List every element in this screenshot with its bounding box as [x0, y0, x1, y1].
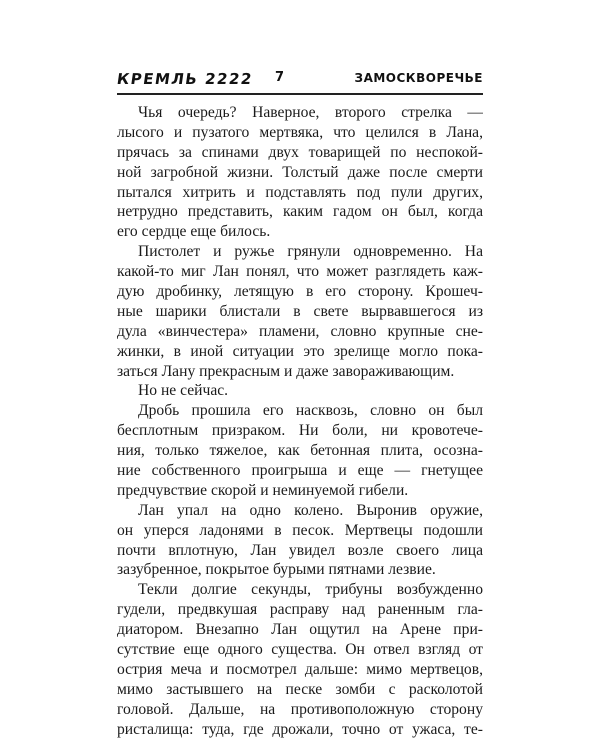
text-line: Текли долгие секунды, трибуны возбужденно: [138, 581, 483, 599]
text-line: Пистолет и ружье грянули одновременно. На: [138, 243, 483, 261]
text-line: дула «винчестера» пламени, словно крупные сне-: [117, 322, 483, 340]
text-line: зазубренное, покрытое бурыми пятнами лезвие.: [117, 561, 436, 579]
text-line: почти вплотную, Лан увидел возле своего лица: [117, 541, 483, 559]
series-title: КРЕМЛЬ 2222: [115, 70, 255, 88]
text-line: лысого и пузатого мертвяка, что целился в Лана,: [117, 123, 483, 141]
text-line: Чья очередь? Наверное, второго стрелка —: [138, 104, 483, 121]
text-line: диатором. Внезапно Лан ощутил на Арене при-: [117, 621, 483, 639]
text-body: [117, 103, 483, 740]
text-line: жинки, в иной ситуации это зрелище могло пока-: [117, 342, 483, 360]
text-line: ния, только тяжелое, как бетонная плита, осозна-: [117, 442, 483, 460]
text-line: заться Лану прекрасным и даже завораживающим.: [117, 362, 455, 380]
text-line: сутствие еще одного существа. Он отвел взгляд от: [117, 641, 483, 659]
text-line: предчувствие скорой и неминуемой гибели.: [117, 481, 409, 499]
text-line: ристалища: туда, где дрожали, точно от ужаса, те-: [117, 720, 483, 738]
text-line: Но не сейчас.: [138, 382, 229, 400]
text-line: какой-то миг Лан понял, что может разглядеть каж-: [117, 263, 483, 281]
text-line: его сердце еще билось.: [117, 223, 271, 241]
text-line: мимо застывшего на песке зомби с расколотой: [117, 680, 483, 698]
text-line: острия меча и посмотрел дальше: мимо мертвецов,: [117, 660, 483, 678]
text-line: ние собственного проигрыша и еще — гнетущее: [117, 462, 483, 480]
running-header: [117, 70, 483, 96]
text-line: прячась за спинами двух товарищей по неспокой-: [117, 143, 483, 161]
page-number: 7: [275, 70, 285, 85]
text-line: головой. Дальше, на противоположную сторону: [117, 700, 483, 718]
text-line: бесплотным призраком. Ни боли, ни кровотече-: [117, 422, 483, 440]
text-line: нетрудно представить, каким гадом он был, когда: [117, 203, 483, 221]
text-line: он уперся ладонями в песок. Мертвецы подошли: [117, 521, 483, 539]
text-line: Лан упал на одно колено. Выронив оружие,: [138, 501, 483, 519]
text-line: дую дробинку, летящую в его сторону. Крошеч-: [117, 283, 483, 301]
text-line: ные шарики блистали в свете вырвавшегося из: [117, 302, 483, 320]
header-rule: [117, 93, 483, 95]
text-line: Дробь прошила его насквозь, словно он был: [138, 402, 483, 420]
chapter-title: ЗАМОСКВОРЕЧЬЕ: [354, 71, 483, 85]
text-line: ной загробной жизни. Толстый даже после смерти: [117, 163, 483, 181]
text-line: гудели, предвкушая расправу над раненным гла-: [117, 601, 483, 619]
text-line: пытался хитрить и подставлять под пули других,: [117, 183, 483, 201]
